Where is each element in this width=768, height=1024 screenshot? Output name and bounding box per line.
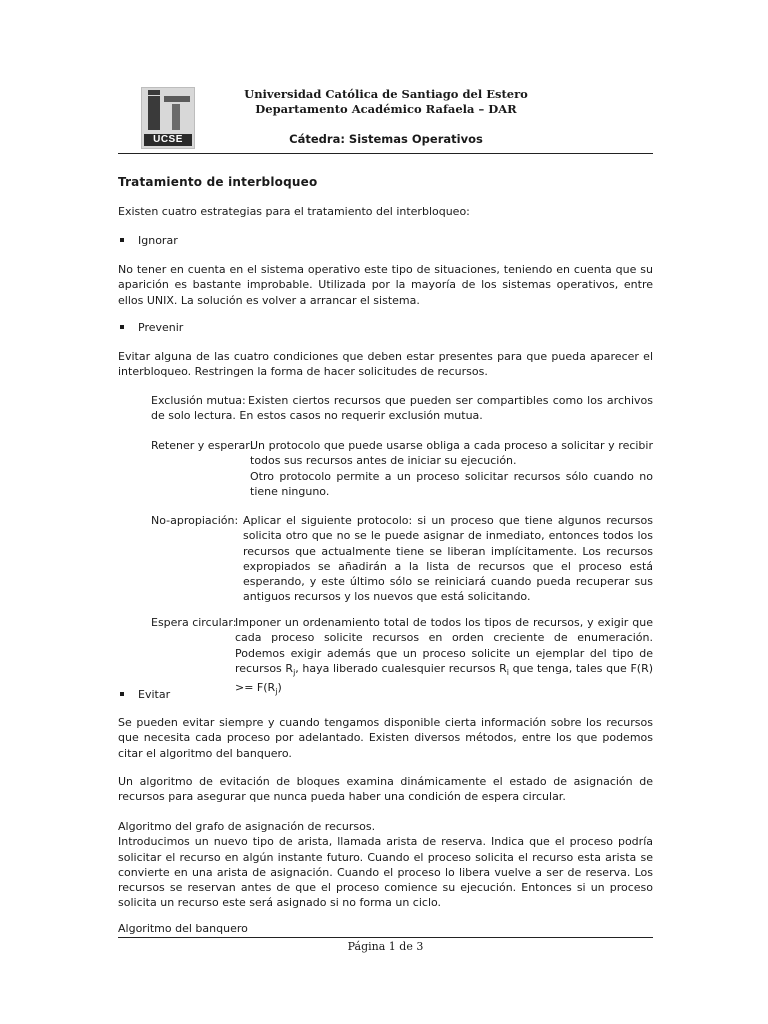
course-name: Cátedra: Sistemas Operativos <box>289 132 483 146</box>
condition-no-apropiacion <box>151 513 653 603</box>
paragraph-grafo <box>118 819 653 911</box>
subscript-j: j <box>275 687 278 697</box>
department-name: Departamento Académico Rafaela – DAR <box>255 102 517 116</box>
condition-body-text-2: Otro protocolo permite a un proceso solicitar recursos sólo cuando no tiene ninguno. <box>250 469 653 498</box>
bullet-label: Ignorar <box>138 234 178 247</box>
section-title: Tratamiento de interbloqueo <box>118 175 318 189</box>
condition-exclusion-mutua <box>151 393 653 425</box>
logo-column-shape <box>172 104 180 130</box>
university-logo <box>141 87 195 149</box>
condition-body <box>151 438 653 499</box>
intro-paragraph: Existen cuatro estrategias para el tratamiento del interbloqueo: <box>118 205 470 218</box>
condition-body-text: Aplicar el siguiente protocolo: si un proceso que tiene algunos recursos solicita otro que no se le puede asignar de inmediato, entonces todos los recursos que actualmente tiene se liberan implícitamente. Los recursos expropiados se añadirán a la lista de recursos que el proceso está esperando, y este último sólo se reiniciará cuando pueda recuperar sus antiguos recursos y los nuevos que está solicitando. <box>243 514 653 604</box>
subscript-j: j <box>293 668 296 678</box>
condition-body-text-1: Un protocolo que puede usarse obliga a cada proceso a solicitar y recibir todos sus recursos antes de iniciar su ejecución. <box>250 439 653 468</box>
logo-dot-shape <box>148 90 160 95</box>
paragraph-evitar-2: Un algoritmo de evitación de bloques examina dinámicamente el estado de asignación de recursos para asegurar que nunca pueda haber una condición de espera circular. <box>118 775 653 804</box>
bullet-square-icon <box>120 692 124 696</box>
paragraph-prevenir: Evitar alguna de las cuatro condiciones que deben estar presentes para que pueda aparecer el interbloqueo. Restringen la forma de hacer solicitudes de recursos. <box>118 350 653 379</box>
header-divider <box>118 153 653 154</box>
condition-term: Espera circular: <box>151 616 237 629</box>
condition-body <box>151 513 653 605</box>
bullet-label: Evitar <box>138 688 171 701</box>
logo-text: UCSE <box>144 134 192 146</box>
condition-body-text-d: ) <box>277 681 282 695</box>
paragraph-ignorar: No tener en cuenta en el sistema operativo este tipo de situaciones, teniendo en cuenta que su aparición es bastante improbable. Utilizada por la mayoría de los sistemas operativos, entre ellos UNIX. La solución es volver a arrancar el sistema. <box>118 263 653 307</box>
condition-body-text-c: que tenga, tales que F(R) >= F(R <box>235 661 653 695</box>
bullet-square-icon <box>120 325 124 329</box>
condition-retener-esperar <box>151 438 653 500</box>
page-number: Página 1 de 3 <box>347 940 424 953</box>
paragraph-evitar-1: Se pueden evitar siempre y cuando tengamos disponible cierta información sobre los recursos que necesita cada proceso por adelantado. Existen diversos métodos, entre los que podemos citar el algoritmo del banquero. <box>118 716 653 760</box>
condition-body <box>151 615 653 700</box>
condition-espera-circular <box>151 615 653 697</box>
condition-body-text: Existen ciertos recursos que pueden ser compartibles como los archivos de solo lectura. En estos casos no requerir exclusión mutua. <box>151 394 653 423</box>
logo-bar-shape <box>164 96 190 102</box>
bullet-square-icon <box>120 238 124 242</box>
grafo-body: Introducimos un nuevo tipo de arista, llamada arista de reserva. Indica que el proceso podría solicitar el recurso en algún instante futuro. Cuando el proceso solicita el recurso esta arista se convierte en una arista de asignación. Cuando el proceso lo libera vuelve a ser de reserva. Los recursos se reservan antes de que el proceso comience su ejecución. Entonces si un proceso solicita un recurso este será asignado si no forma un ciclo. <box>118 835 653 910</box>
condition-body <box>151 393 653 424</box>
university-name: Universidad Católica de Santiago del Estero <box>244 87 528 101</box>
subscript-i: i <box>506 668 509 678</box>
logo-i-shape <box>148 96 160 130</box>
condition-body-text-b: , haya liberado cualesquier recursos R <box>295 661 507 675</box>
footer-divider <box>118 937 653 938</box>
condition-term: Retener y esperar: <box>151 439 254 452</box>
grafo-title: Algoritmo del grafo de asignación de recursos. <box>118 820 376 833</box>
condition-term: No-apropiación: <box>151 514 239 527</box>
condition-body-text-a: Imponer un ordenamiento total de todos los tipos de recursos, y exigir que cada proceso solicite recursos en orden creciente de enumeración. Podemos exigir además que un proceso solicite un ejemplar del tipo de recursos R <box>235 616 653 675</box>
paragraph-banquero: Algoritmo del banquero <box>118 922 248 935</box>
condition-term: Exclusión mutua: <box>151 394 246 407</box>
bullet-label: Prevenir <box>138 321 184 334</box>
